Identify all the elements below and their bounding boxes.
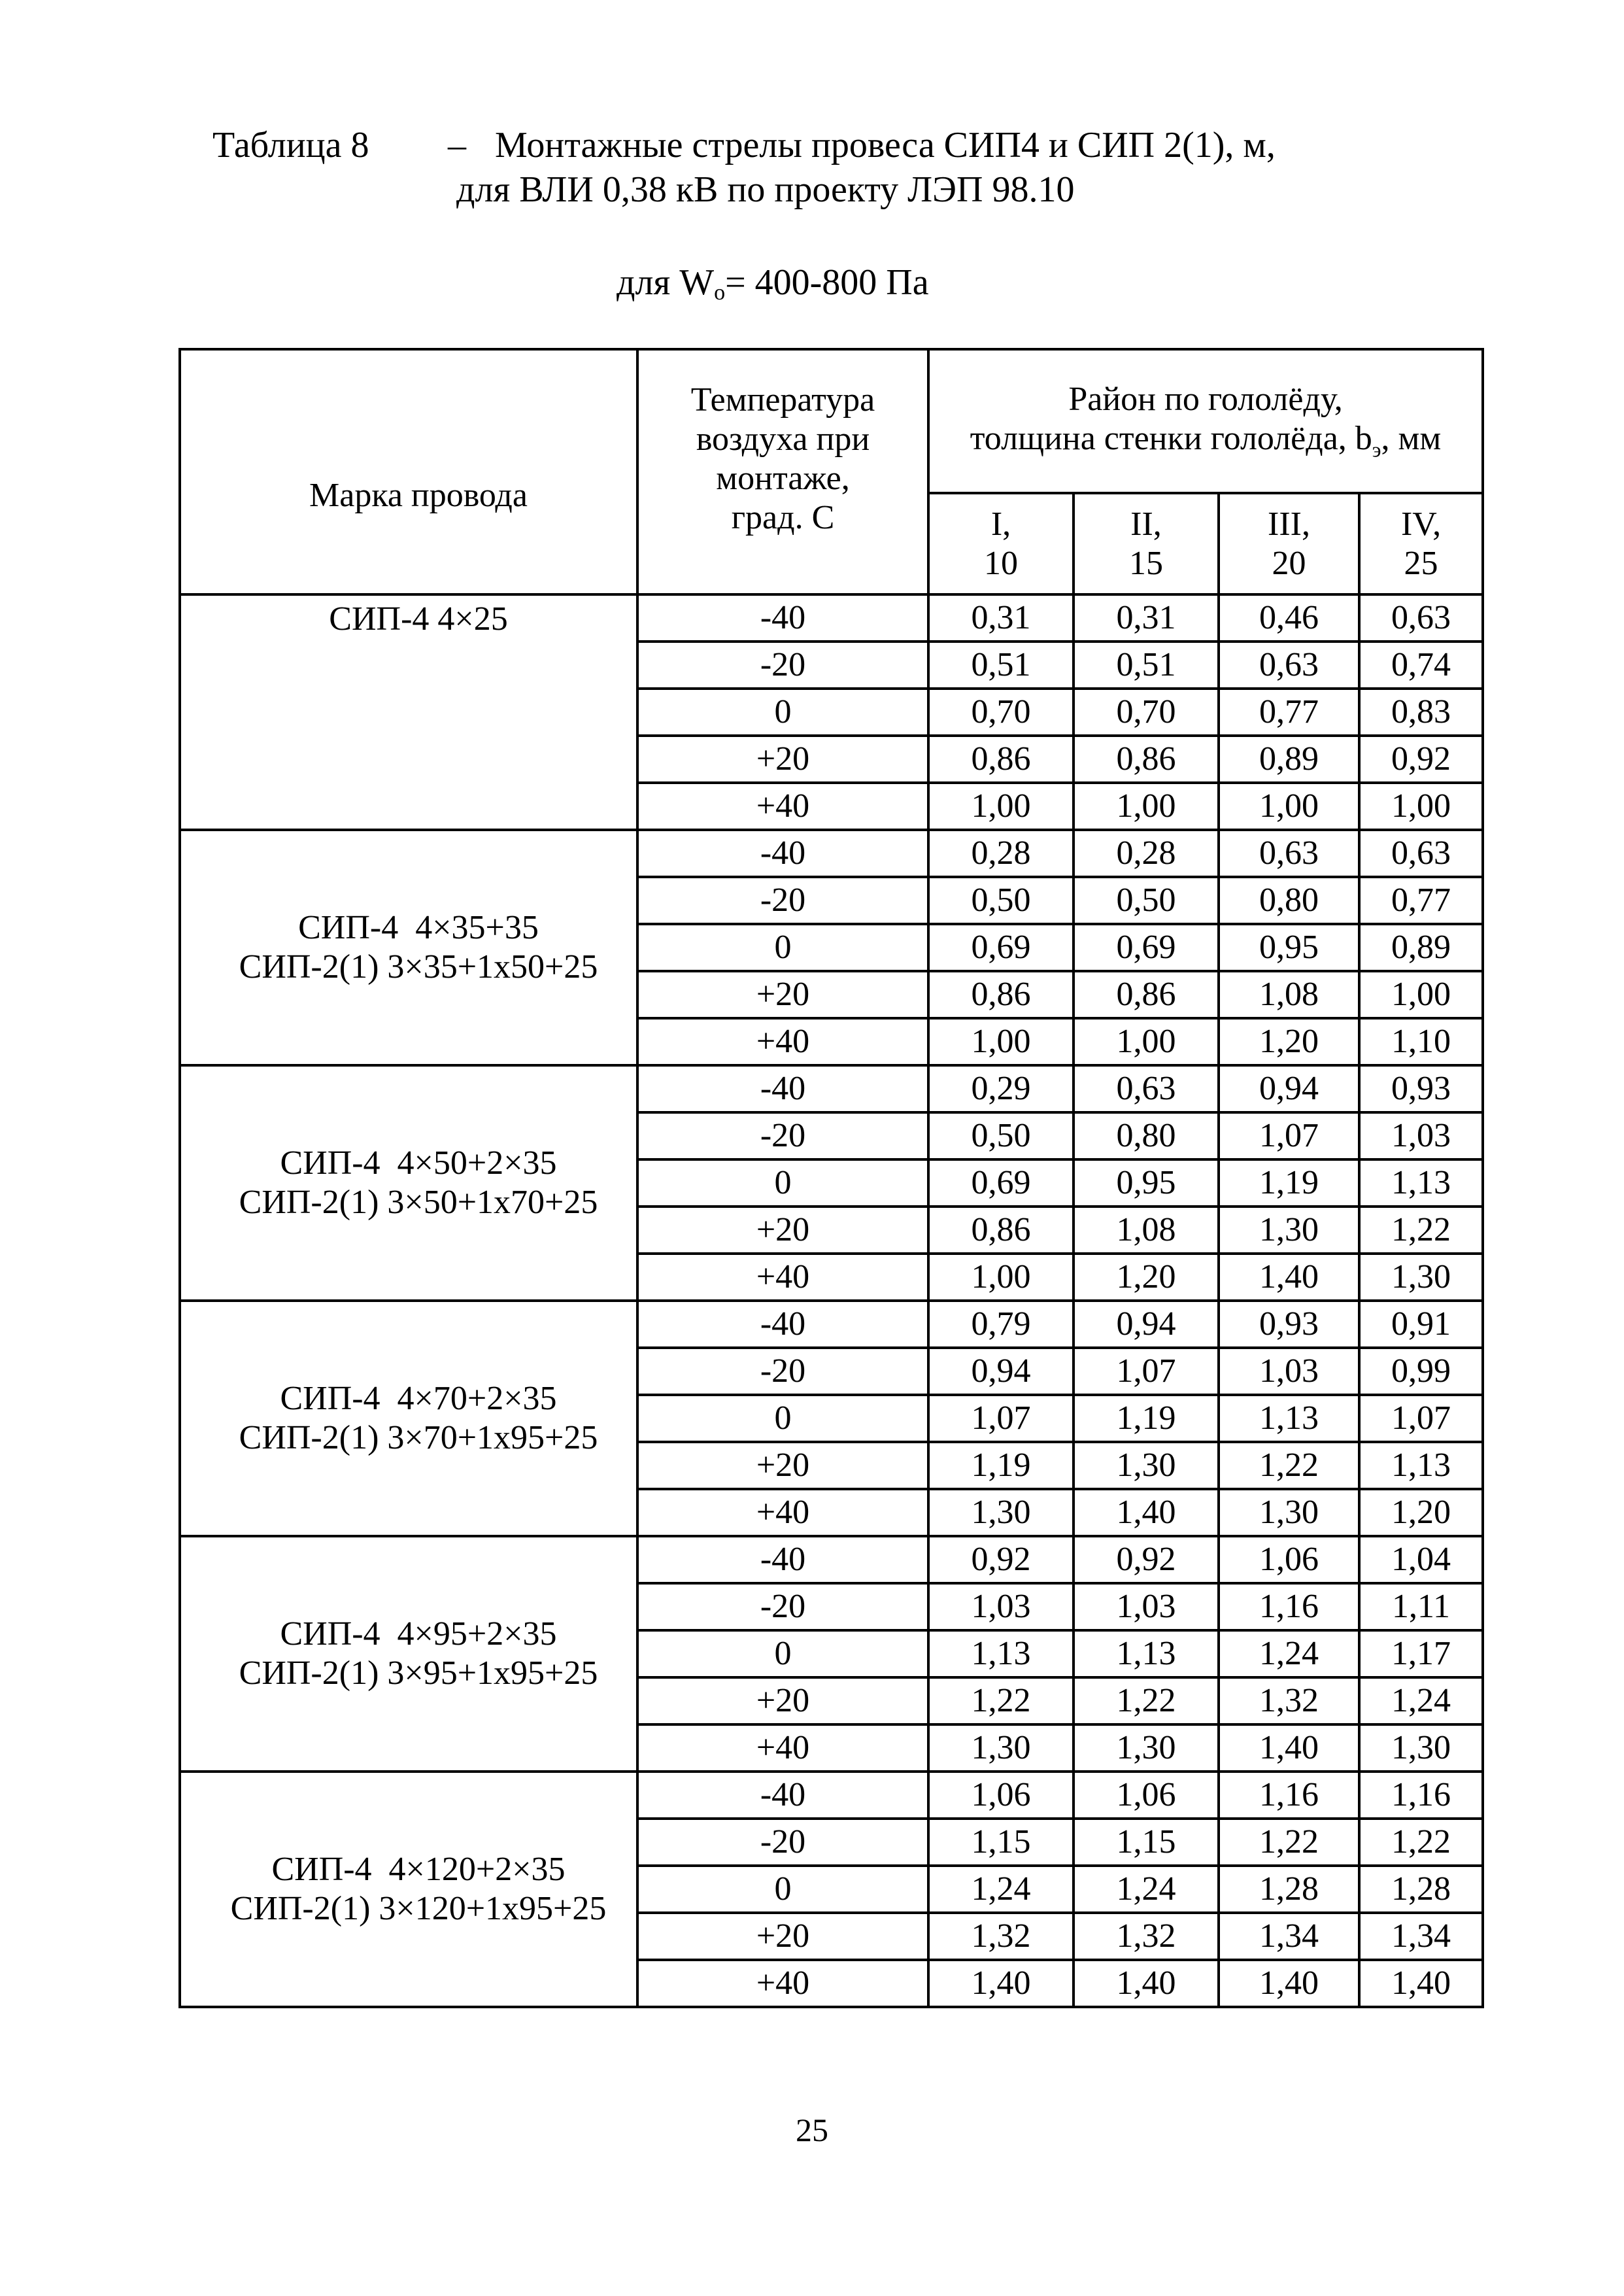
sag-value-cell: 0,50: [928, 1112, 1074, 1159]
sag-value-cell: 0,29: [928, 1065, 1074, 1112]
sag-value-cell: 1,22: [1074, 1677, 1219, 1724]
sag-value-cell: 1,13: [1359, 1442, 1483, 1489]
header-temp-line: град. С: [731, 498, 835, 536]
sag-value-cell: 1,20: [1219, 1018, 1359, 1065]
temperature-cell: 0: [637, 1159, 928, 1207]
sag-value-cell: 0,70: [1074, 689, 1219, 736]
sag-value-cell: 0,95: [1219, 924, 1359, 971]
temperature-cell: +20: [637, 736, 928, 783]
temperature-cell: -20: [637, 1112, 928, 1159]
sag-value-cell: 0,51: [928, 642, 1074, 689]
sag-value-cell: 0,86: [1074, 736, 1219, 783]
subtitle-suffix: = 400-800 Па: [725, 262, 929, 303]
sag-value-cell: 1,32: [928, 1913, 1074, 1960]
sag-value-cell: 0,28: [928, 830, 1074, 877]
sag-value-cell: 1,00: [1074, 1018, 1219, 1065]
sag-value-cell: 1,03: [1359, 1112, 1483, 1159]
header-zone-line: Район по гололёду,: [1068, 380, 1343, 418]
sag-value-cell: 1,40: [928, 1960, 1074, 2007]
sag-value-cell: 0,92: [928, 1536, 1074, 1583]
sag-value-cell: 1,28: [1219, 1866, 1359, 1913]
caption-text-1: Монтажные стрелы провеса СИП4 и СИП 2(1), м,: [495, 125, 1276, 165]
sag-value-cell: 1,24: [1074, 1866, 1219, 1913]
wire-mark-cell: [180, 830, 637, 1065]
header-ice-region: [1074, 493, 1219, 594]
sag-value-cell: 0,86: [1074, 971, 1219, 1018]
sag-value-cell: 1,13: [1359, 1159, 1483, 1207]
header-zone-line: [930, 419, 1481, 469]
temperature-cell: -40: [637, 1301, 928, 1348]
caption-dash: –: [448, 125, 466, 165]
sag-value-cell: 0,69: [928, 1159, 1074, 1207]
sag-value-cell: 1,24: [1359, 1677, 1483, 1724]
sag-value-cell: 1,22: [1219, 1819, 1359, 1866]
sag-value-cell: 0,63: [1359, 830, 1483, 877]
sag-value-cell: 0,83: [1359, 689, 1483, 736]
sag-value-cell: 1,34: [1359, 1913, 1483, 1960]
sag-value-cell: 0,79: [928, 1301, 1074, 1348]
wire-mark: СИП-2(1) 3×70+1х95+25: [239, 1419, 598, 1456]
ice-region-thickness: 10: [984, 544, 1018, 582]
caption-line-1: [212, 124, 1276, 166]
sag-value-cell: 1,34: [1219, 1913, 1359, 1960]
sag-value-cell: 1,40: [1219, 1724, 1359, 1772]
table-row: [180, 830, 1483, 877]
header-temp-line: воздуха при: [696, 420, 870, 458]
sag-value-cell: 0,94: [1219, 1065, 1359, 1112]
wire-mark: СИП-4 4×25: [329, 600, 508, 638]
sag-value-cell: 1,32: [1219, 1677, 1359, 1724]
temperature-cell: +40: [637, 1724, 928, 1772]
sag-value-cell: 1,03: [1074, 1583, 1219, 1630]
header-temp-line: Температура: [690, 381, 875, 419]
temperature-cell: +20: [637, 1677, 928, 1724]
sag-value-cell: 1,40: [1074, 1489, 1219, 1536]
temperature-cell: +20: [637, 1913, 928, 1960]
sag-value-cell: 1,00: [1359, 971, 1483, 1018]
sag-value-cell: 0,50: [1074, 877, 1219, 924]
sag-value-cell: 1,16: [1359, 1772, 1483, 1819]
sag-value-cell: 0,80: [1074, 1112, 1219, 1159]
wire-mark-cell: [180, 1772, 637, 2007]
wire-mark: СИП-4 4×70+2×35: [280, 1380, 557, 1417]
sag-value-cell: 0,63: [1359, 594, 1483, 642]
ice-region-roman: III,: [1268, 505, 1310, 543]
page-number: 25: [796, 2112, 828, 2148]
sag-value-cell: 1,10: [1359, 1018, 1483, 1065]
sag-value-cell: 1,30: [1074, 1724, 1219, 1772]
sag-value-cell: 0,46: [1219, 594, 1359, 642]
header-ice-zone: [928, 349, 1483, 493]
wire-mark: СИП-4 4×120+2×35: [271, 1851, 566, 1888]
header-ice-region: [1359, 493, 1483, 594]
header-temperature: [637, 349, 928, 594]
sag-value-cell: 0,77: [1359, 877, 1483, 924]
sag-value-cell: 0,63: [1219, 830, 1359, 877]
sag-value-cell: 0,77: [1219, 689, 1359, 736]
temperature-cell: -20: [637, 1583, 928, 1630]
wire-mark-cell: [180, 1536, 637, 1772]
sag-value-cell: 1,32: [1074, 1913, 1219, 1960]
sag-value-cell: 1,00: [928, 1254, 1074, 1301]
sag-value-cell: 1,07: [1219, 1112, 1359, 1159]
sag-value-cell: 1,00: [928, 783, 1074, 830]
ice-region-roman: IV,: [1400, 505, 1442, 543]
sag-value-cell: 1,16: [1219, 1583, 1359, 1630]
header-zone-subscript: э: [1372, 437, 1381, 462]
table-row: [180, 1065, 1483, 1112]
sag-value-cell: 1,13: [1074, 1630, 1219, 1677]
sag-value-cell: 1,06: [928, 1772, 1074, 1819]
sag-value-cell: 1,03: [1219, 1348, 1359, 1395]
wire-mark-cell: [180, 594, 637, 830]
sag-value-cell: 1,24: [928, 1866, 1074, 1913]
header-wire-mark: Марка провода: [180, 349, 637, 594]
sag-value-cell: 1,04: [1359, 1536, 1483, 1583]
sag-value-cell: 1,15: [1074, 1819, 1219, 1866]
sag-value-cell: 1,22: [1359, 1207, 1483, 1254]
sag-value-cell: 1,30: [1219, 1489, 1359, 1536]
sag-value-cell: 1,00: [928, 1018, 1074, 1065]
sag-value-cell: 0,86: [928, 971, 1074, 1018]
sag-value-cell: 0,92: [1359, 736, 1483, 783]
header-ice-region: [1219, 493, 1359, 594]
sag-value-cell: 0,93: [1359, 1065, 1483, 1112]
sag-value-cell: 1,24: [1219, 1630, 1359, 1677]
temperature-cell: -40: [637, 1065, 928, 1112]
sag-value-cell: 1,07: [1074, 1348, 1219, 1395]
sag-value-cell: 1,40: [1359, 1960, 1483, 2007]
sag-value-cell: 1,30: [928, 1724, 1074, 1772]
sag-value-cell: 1,40: [1219, 1960, 1359, 2007]
sag-value-cell: 0,31: [928, 594, 1074, 642]
sag-value-cell: 1,00: [1074, 783, 1219, 830]
temperature-cell: -40: [637, 1536, 928, 1583]
subtitle-subscript: о: [714, 281, 726, 305]
sag-value-cell: 1,19: [1219, 1159, 1359, 1207]
temperature-cell: 0: [637, 689, 928, 736]
sag-value-cell: 1,30: [1074, 1442, 1219, 1489]
sag-value-cell: 0,80: [1219, 877, 1359, 924]
ice-region-thickness: 25: [1404, 544, 1438, 582]
ice-region-roman: II,: [1130, 505, 1162, 543]
ice-region-thickness: 20: [1272, 544, 1306, 582]
table-row: [180, 1772, 1483, 1819]
header-temp-line: монтаже,: [716, 459, 850, 497]
wire-mark: СИП-2(1) 3×50+1х70+25: [239, 1184, 598, 1221]
sag-table: [178, 348, 1484, 2008]
sag-value-cell: 0,50: [928, 877, 1074, 924]
sag-value-cell: 1,30: [1359, 1724, 1483, 1772]
sag-value-cell: 0,94: [928, 1348, 1074, 1395]
sag-value-cell: 0,31: [1074, 594, 1219, 642]
sag-value-cell: 1,17: [1359, 1630, 1483, 1677]
sag-value-cell: 1,20: [1074, 1254, 1219, 1301]
sag-value-cell: 0,92: [1074, 1536, 1219, 1583]
temperature-cell: +40: [637, 1018, 928, 1065]
sag-value-cell: 0,99: [1359, 1348, 1483, 1395]
temperature-cell: -20: [637, 877, 928, 924]
temperature-cell: +20: [637, 971, 928, 1018]
temperature-cell: -40: [637, 830, 928, 877]
sag-value-cell: 0,94: [1074, 1301, 1219, 1348]
sag-value-cell: 1,00: [1219, 783, 1359, 830]
sag-value-cell: 1,40: [1074, 1960, 1219, 2007]
sag-value-cell: 0,86: [928, 736, 1074, 783]
sag-value-cell: 1,20: [1359, 1489, 1483, 1536]
wire-mark: СИП-4 4×50+2×35: [280, 1144, 557, 1182]
table-row: [180, 1536, 1483, 1583]
table-row: [180, 1301, 1483, 1348]
sag-value-cell: 1,30: [1359, 1254, 1483, 1301]
temperature-cell: 0: [637, 1866, 928, 1913]
caption-line-2: для ВЛИ 0,38 кВ по проекту ЛЭП 98.10: [456, 169, 1075, 210]
wire-mark: СИП-2(1) 3×95+1х95+25: [239, 1654, 598, 1692]
sag-value-cell: 1,11: [1359, 1583, 1483, 1630]
temperature-cell: 0: [637, 1395, 928, 1442]
sag-value-cell: 1,30: [928, 1489, 1074, 1536]
temperature-cell: +20: [637, 1442, 928, 1489]
sag-value-cell: 1,06: [1219, 1536, 1359, 1583]
wire-mark: СИП-4 4×35+35: [298, 909, 539, 946]
temperature-cell: -40: [637, 1772, 928, 1819]
temperature-cell: +40: [637, 1489, 928, 1536]
header-zone-unit: , мм: [1381, 419, 1442, 457]
table-label: Таблица 8: [212, 125, 369, 165]
sag-value-cell: 0,69: [1074, 924, 1219, 971]
wire-mark: СИП-4 4×95+2×35: [280, 1615, 557, 1653]
sag-value-cell: 0,93: [1219, 1301, 1359, 1348]
table-row: [180, 594, 1483, 642]
sag-value-cell: 1,16: [1219, 1772, 1359, 1819]
temperature-cell: -40: [637, 594, 928, 642]
sag-value-cell: 0,89: [1219, 736, 1359, 783]
temperature-cell: 0: [637, 1630, 928, 1677]
header-ice-region: [928, 493, 1074, 594]
temperature-cell: -20: [637, 642, 928, 689]
sag-value-cell: 1,07: [1359, 1395, 1483, 1442]
sag-value-cell: 0,51: [1074, 642, 1219, 689]
temperature-cell: +40: [637, 783, 928, 830]
wire-mark: СИП-2(1) 3×35+1х50+25: [239, 948, 598, 985]
sag-value-cell: 1,30: [1219, 1207, 1359, 1254]
sag-value-cell: 1,07: [928, 1395, 1074, 1442]
header-zone-text: толщина стенки гололёда, b: [970, 419, 1372, 457]
sag-value-cell: 0,70: [928, 689, 1074, 736]
sag-value-cell: 1,03: [928, 1583, 1074, 1630]
sag-value-cell: 1,13: [1219, 1395, 1359, 1442]
sag-value-cell: 0,63: [1074, 1065, 1219, 1112]
sag-value-cell: 0,63: [1219, 642, 1359, 689]
temperature-cell: 0: [637, 924, 928, 971]
temperature-cell: -20: [637, 1348, 928, 1395]
sag-value-cell: 0,91: [1359, 1301, 1483, 1348]
wire-mark-cell: [180, 1065, 637, 1301]
sag-value-cell: 1,15: [928, 1819, 1074, 1866]
wire-mark: СИП-2(1) 3×120+1х95+25: [230, 1890, 607, 1927]
sag-value-cell: 0,89: [1359, 924, 1483, 971]
subtitle-prefix: для W: [617, 262, 715, 303]
wire-mark-cell: [180, 1301, 637, 1536]
sag-value-cell: 0,28: [1074, 830, 1219, 877]
sag-value-cell: 1,40: [1219, 1254, 1359, 1301]
temperature-cell: -20: [637, 1819, 928, 1866]
ice-region-roman: I,: [990, 505, 1011, 543]
sag-value-cell: 1,08: [1219, 971, 1359, 1018]
ice-region-thickness: 15: [1129, 544, 1163, 582]
sag-value-cell: 1,13: [928, 1630, 1074, 1677]
sag-value-cell: 1,19: [928, 1442, 1074, 1489]
temperature-cell: +20: [637, 1207, 928, 1254]
sag-value-cell: 1,06: [1074, 1772, 1219, 1819]
sag-value-cell: 0,86: [928, 1207, 1074, 1254]
sag-value-cell: 1,19: [1074, 1395, 1219, 1442]
sag-value-cell: 0,69: [928, 924, 1074, 971]
sag-value-cell: 1,22: [1359, 1819, 1483, 1866]
wind-pressure-subtitle: [617, 262, 929, 305]
sag-value-cell: 1,22: [928, 1677, 1074, 1724]
sag-value-cell: 1,00: [1359, 783, 1483, 830]
sag-value-cell: 1,22: [1219, 1442, 1359, 1489]
sag-value-cell: 0,95: [1074, 1159, 1219, 1207]
sag-value-cell: 0,74: [1359, 642, 1483, 689]
temperature-cell: +40: [637, 1254, 928, 1301]
sag-value-cell: 1,28: [1359, 1866, 1483, 1913]
temperature-cell: +40: [637, 1960, 928, 2007]
sag-value-cell: 1,08: [1074, 1207, 1219, 1254]
